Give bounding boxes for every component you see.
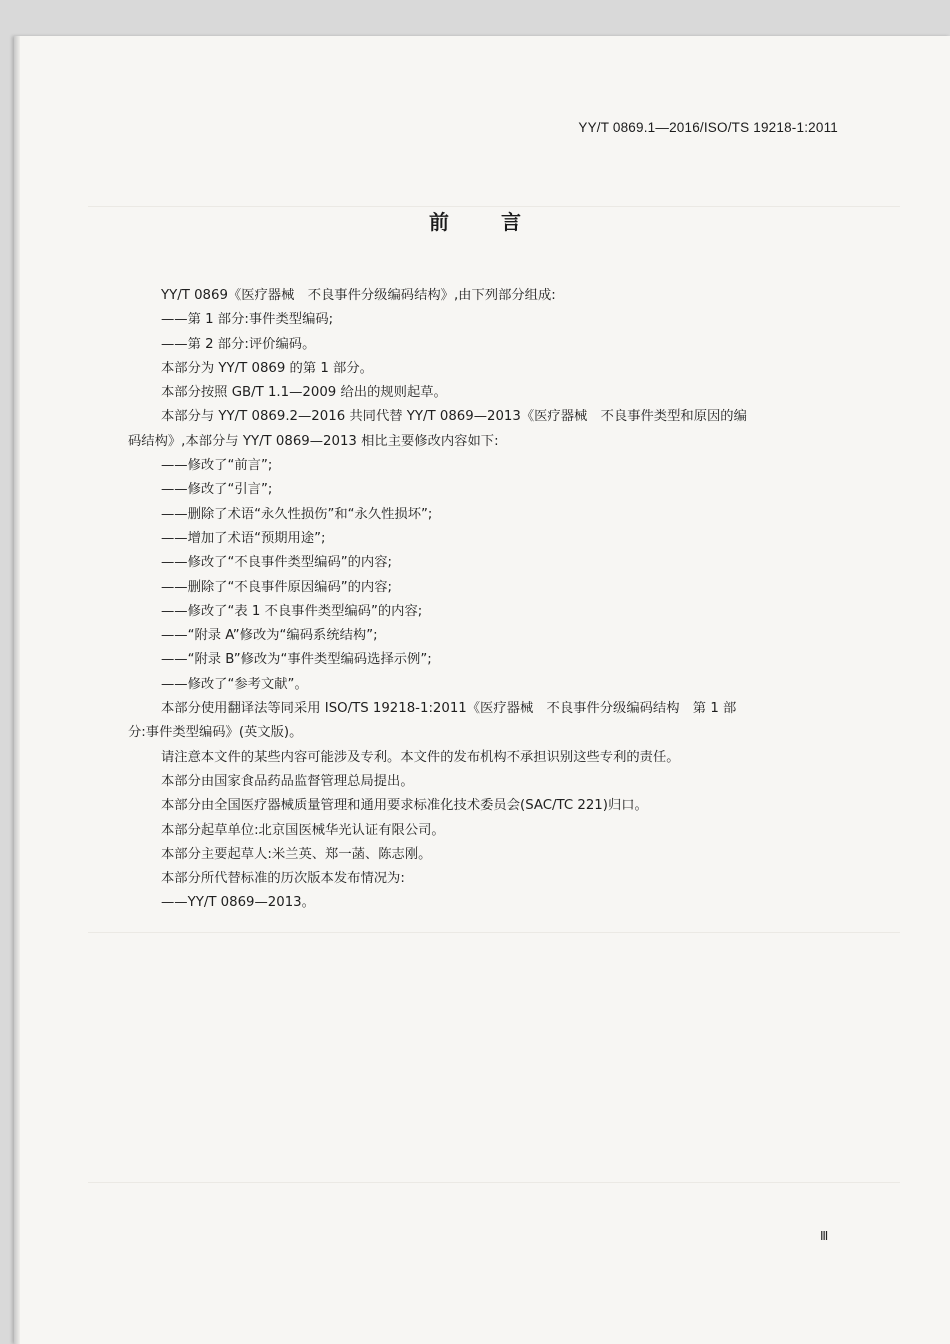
text-line: ——修改了“前言”; [161,458,273,474]
text-line: 本部分所代替标准的历次版本发布情况为: [161,871,405,887]
page-title [0,206,950,235]
show-through-rule [88,932,900,933]
text-line: ——删除了“不良事件原因编码”的内容; [161,579,393,595]
text-line: ——修改了“不良事件类型编码”的内容; [161,555,393,571]
standard-code: YY/T 0869.1—2016/ISO/TS 19218-1:2011 [578,120,838,135]
text-line: ——增加了术语“预期用途”; [161,530,326,546]
text-line: 本部分由国家食品药品监督管理总局提出。 [161,773,414,789]
text-line: ——删除了术语“永久性损伤”和“永久性损坏”; [161,506,433,522]
text-line: 本部分主要起草人:米兰英、郑一菡、陈志刚。 [161,846,432,862]
text-line: ——第 1 部分:事件类型编码; [161,312,334,328]
text-line: ——修改了“参考文献”。 [161,676,308,692]
text-line: ——第 2 部分:评价编码。 [161,336,316,352]
page-number: Ⅲ [820,1229,829,1243]
text-line: 本部分为 YY/T 0869 的第 1 部分。 [161,360,373,376]
foreword-body [128,284,848,916]
text-line: 码结构》,本部分与 YY/T 0869—2013 相比主要修改内容如下: [128,433,499,449]
title-char-1: 前 [429,210,449,234]
text-line: ——YY/T 0869—2013。 [161,895,315,911]
text-line: 本部分使用翻译法等同采用 ISO/TS 19218-1:2011《医疗器械 不良事件分级编码结构 第 1 部 [161,701,737,717]
show-through-rule [88,1182,900,1183]
text-line: 本部分由全国医疗器械质量管理和通用要求标准化技术委员会(SAC/TC 221)归口。 [161,798,648,814]
text-line: 本部分与 YY/T 0869.2—2016 共同代替 YY/T 0869—2013《医疗器械 不良事件类型和原因的编 [161,409,747,425]
text-line: ——“附录 A”修改为“编码系统结构”; [161,628,378,644]
text-line: 请注意本文件的某些内容可能涉及专利。本文件的发布机构不承担识别这些专利的责任。 [161,749,680,765]
text-line: 本部分按照 GB/T 1.1—2009 给出的规则起草。 [161,385,447,401]
text-line: ——“附录 B”修改为“事件类型编码选择示例”; [161,652,432,668]
text-line: 本部分起草单位:北京国医械华光认证有限公司。 [161,822,445,838]
text-line: 分:事件类型编码》(英文版)。 [128,725,303,741]
text-line: YY/T 0869《医疗器械 不良事件分级编码结构》,由下列部分组成: [161,288,556,303]
text-line: ——修改了“表 1 不良事件类型编码”的内容; [161,603,423,619]
title-char-2: 言 [501,210,521,234]
text-line: ——修改了“引言”; [161,482,273,498]
